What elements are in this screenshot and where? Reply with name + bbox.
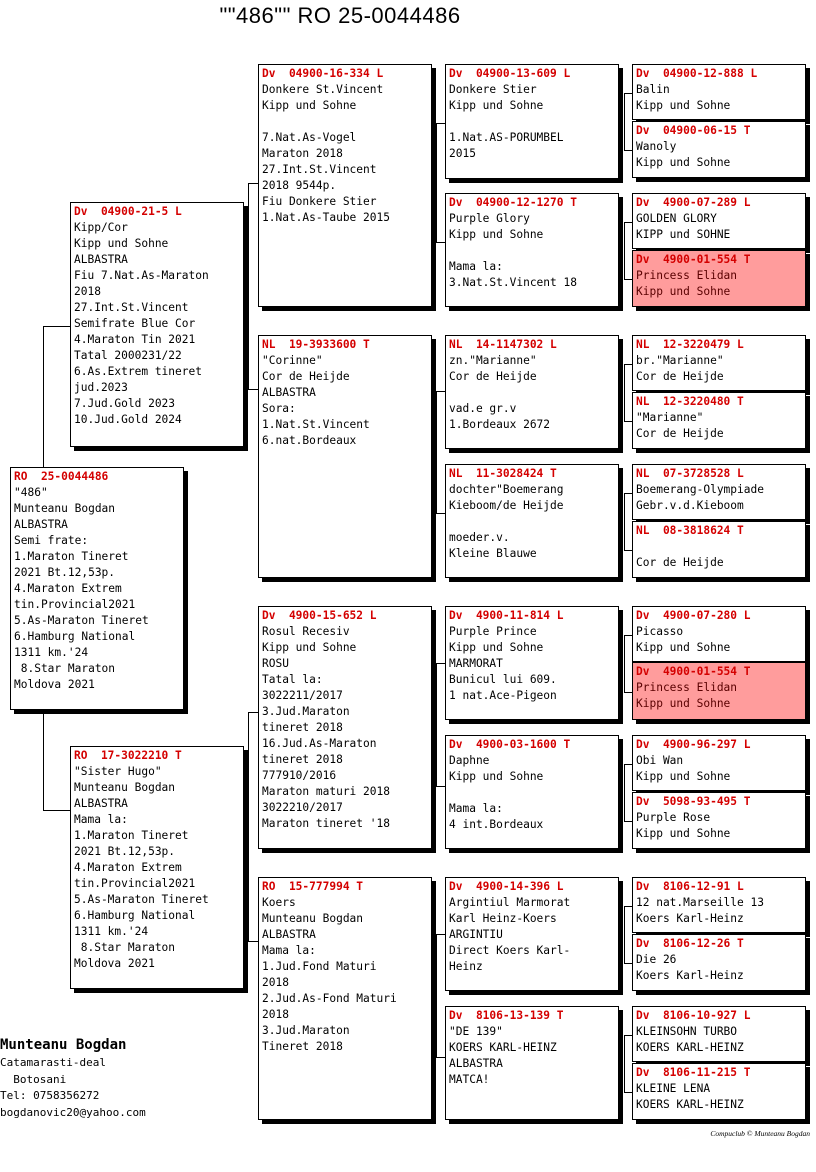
- pedigree-text-line: 3022210/2017: [262, 801, 343, 814]
- pedigree-text-line: Kieboom/de Heijde: [449, 499, 564, 512]
- pedigree-card-gen4-5: [632, 335, 806, 391]
- pedigree-text-line: Maraton maturi 2018: [262, 785, 390, 798]
- pedigree-text-line: 1.Bordeaux 2672: [449, 418, 551, 431]
- pedigree-text-line: Kipp und Sohne: [74, 237, 169, 250]
- pedigree-text-line: Obi Wan: [636, 754, 684, 767]
- connector-line: [43, 326, 44, 468]
- pedigree-text-line: KOERS KARL-HEINZ: [636, 1098, 744, 1111]
- connector-line: [624, 222, 625, 279]
- pedigree-card-sire-sire: [258, 64, 432, 307]
- pedigree-text-line: 1.Nat.As-Taube 2015: [262, 211, 390, 224]
- pedigree-text-line: Kipp und Sohne: [636, 99, 731, 112]
- connector-line: [248, 941, 258, 942]
- pedigree-text-line: "Marianne": [636, 411, 704, 424]
- pedigree-text-line: 6.nat.Bordeaux: [262, 434, 357, 447]
- ring-number: Dv 8106-12-91 L: [636, 880, 744, 893]
- ring-number: Dv 8106-10-927 L: [636, 1009, 751, 1022]
- connector-line: [436, 123, 437, 242]
- pedigree-text-line: Sora:: [262, 402, 296, 415]
- pedigree-card-ggp4: [445, 464, 619, 578]
- pedigree-text-line: Cor de Heijde: [636, 427, 724, 440]
- pedigree-text-line: 8.Star Maraton: [74, 941, 176, 954]
- pedigree-text-line: Mama la:: [262, 944, 316, 957]
- pedigree-text-line: 5.As-Maraton Tineret: [74, 893, 209, 906]
- pedigree-text-line: 2.Jud.As-Fond Maturi: [262, 992, 397, 1005]
- connector-line: [624, 692, 632, 693]
- pedigree-text-line: Fiu 7.Nat.As-Maraton: [74, 269, 209, 282]
- pedigree-text-line: Kipp/Cor: [74, 221, 128, 234]
- pedigree-text-line: [449, 243, 615, 259]
- connector-line: [624, 821, 632, 822]
- ring-number: NL 12-3220480 T: [636, 395, 744, 408]
- owner-address-line: Catamarasti-deal: [0, 1056, 106, 1069]
- pedigree-card-gen4-10: [632, 662, 806, 720]
- pedigree-card-gen4-8: [632, 521, 806, 578]
- pedigree-text-line: br."Marianne": [636, 354, 724, 367]
- pedigree-text-line: MATCA!: [449, 1073, 490, 1086]
- pedigree-text-line: 2021 Bt.12,53p.: [74, 845, 176, 858]
- pedigree-card-ggp2: [445, 193, 619, 307]
- pedigree-text-line: Cor de Heijde: [636, 370, 724, 383]
- connector-line: [248, 389, 258, 390]
- connector-line: [624, 1035, 632, 1036]
- pedigree-text-line: 3.Nat.St.Vincent 18: [449, 276, 577, 289]
- pedigree-card-dam: [70, 746, 244, 989]
- pedigree-text-line: KIPP und SOHNE: [636, 228, 731, 241]
- ring-number: Dv 8106-13-139 T: [449, 1009, 564, 1022]
- connector-line: [248, 183, 258, 184]
- ring-number: NL 19-3933600 T: [262, 338, 370, 351]
- connector-line: [248, 712, 258, 713]
- ring-number: Dv 5098-93-495 T: [636, 795, 751, 808]
- pedigree-text-line: 2015: [449, 147, 476, 160]
- ring-number: Dv 8106-12-26 T: [636, 937, 744, 950]
- pedigree-text-line: 1 nat.Ace-Pigeon: [449, 689, 557, 702]
- pedigree-text-line: Kipp und Sohne: [449, 770, 544, 783]
- pedigree-text-line: 12 nat.Marseille 13: [636, 896, 764, 909]
- pedigree-text-line: ALBASTRA: [14, 518, 68, 531]
- pedigree-card-gen4-6: [632, 392, 806, 449]
- pedigree-text-line: 4.Maraton Extrem: [14, 582, 122, 595]
- connector-line: [436, 123, 445, 124]
- pedigree-text-line: "DE 139": [449, 1025, 503, 1038]
- owner-email[interactable]: bogdanovic20@yahoo.com: [0, 1105, 146, 1119]
- pedigree-text-line: Donkere Stier: [449, 83, 537, 96]
- footer-credit: Compuclub © Munteanu Bogdan: [710, 1129, 810, 1138]
- pedigree-text-line: 16.Jud.As-Maraton: [262, 737, 377, 750]
- pedigree-text-line: Moldova 2021: [74, 957, 155, 970]
- pedigree-card-gen4-3: [632, 193, 806, 249]
- connector-line: [624, 364, 625, 421]
- ring-number: Dv 04900-12-1270 T: [449, 196, 577, 209]
- pedigree-text-line: ALBASTRA: [262, 386, 316, 399]
- connector-line: [436, 786, 445, 787]
- pedigree-text-line: MARMORAT: [449, 657, 503, 670]
- pedigree-text-line: tineret 2018: [262, 721, 343, 734]
- connector-line: [624, 1035, 625, 1092]
- pedigree-text-line: Boemerang-Olympiade: [636, 483, 764, 496]
- pedigree-text-line: 1311 km.'24: [74, 925, 149, 938]
- pedigree-text-line: 5.As-Maraton Tineret: [14, 614, 149, 627]
- pedigree-text-line: Cor de Heijde: [636, 556, 724, 569]
- connector-line: [436, 934, 437, 1057]
- pedigree-text-line: "Sister Hugo": [74, 765, 162, 778]
- pedigree-text-line: Mama la:: [449, 260, 503, 273]
- pedigree-text-line: zn."Marianne": [449, 354, 537, 367]
- pedigree-text-line: 27.Int.St.Vincent: [74, 301, 189, 314]
- pedigree-text-line: Koers Karl-Heinz: [636, 912, 744, 925]
- ring-number: Dv 04900-16-334 L: [262, 67, 384, 80]
- pedigree-text-line: 27.Int.St.Vincent: [262, 163, 377, 176]
- pedigree-text-line: 2021 Bt.12,53p.: [14, 566, 116, 579]
- pedigree-card-sire: [70, 202, 244, 447]
- pedigree-text-line: Tineret 2018: [262, 1040, 343, 1053]
- connector-line: [43, 710, 44, 810]
- connector-line: [436, 663, 437, 786]
- ring-number: Dv 4900-07-289 L: [636, 196, 751, 209]
- pedigree-text-line: Kipp und Sohne: [262, 641, 357, 654]
- connector-line: [624, 93, 632, 94]
- connector-line: [624, 764, 632, 765]
- ring-number: Dv 04900-13-609 L: [449, 67, 571, 80]
- pedigree-card-dam-sire: [258, 606, 432, 849]
- pedigree-text-line: "Corinne": [262, 354, 323, 367]
- pedigree-text-line: tin.Provincial2021: [14, 598, 136, 611]
- pedigree-text-line: Gebr.v.d.Kieboom: [636, 499, 744, 512]
- pedigree-text-line: Purple Glory: [449, 212, 530, 225]
- pedigree-card-gen4-16: [632, 1063, 806, 1120]
- pedigree-text-line: tin.Provincial2021: [74, 877, 196, 890]
- pedigree-text-line: Picasso: [636, 625, 684, 638]
- pedigree-text-line: jud.2023: [74, 381, 128, 394]
- connector-line: [624, 222, 632, 223]
- connector-line: [43, 326, 71, 327]
- owner-name: Munteanu Bogdan: [0, 1037, 127, 1053]
- pedigree-card-ggp6: [445, 735, 619, 849]
- ring-number: RO 15-777994 T: [262, 880, 364, 893]
- pedigree-text-line: 1.Maraton Tineret: [74, 829, 189, 842]
- pedigree-card-gen4-13: [632, 877, 806, 933]
- pedigree-text-line: 2018: [262, 1008, 289, 1021]
- pedigree-text-line: Cor de Heijde: [262, 370, 350, 383]
- pedigree-text-line: [449, 514, 615, 530]
- pedigree-text-line: vad.e gr.v: [449, 402, 517, 415]
- pedigree-card-gen4-2: [632, 121, 806, 178]
- pedigree-text-line: tineret 2018: [262, 753, 343, 766]
- pedigree-text-line: Donkere St.Vincent: [262, 83, 384, 96]
- pedigree-text-line: Princess Elidan: [636, 269, 738, 282]
- ring-number: NL 07-3728528 L: [636, 467, 744, 480]
- connector-line: [624, 93, 625, 150]
- pedigree-text-line: Die 26: [636, 953, 677, 966]
- pedigree-text-line: KOERS KARL-HEINZ: [636, 1041, 744, 1054]
- owner-contact-block: [0, 1035, 146, 1121]
- pedigree-text-line: Kipp und Sohne: [636, 697, 731, 710]
- pedigree-card-gen4-11: [632, 735, 806, 791]
- ring-number: NL 11-3028424 T: [449, 467, 557, 480]
- pedigree-text-line: Kipp und Sohne: [262, 99, 357, 112]
- pedigree-text-line: Semi frate:: [14, 534, 89, 547]
- pedigree-text-line: Moldova 2021: [14, 678, 95, 691]
- ring-number: Dv 04900-12-888 L: [636, 67, 758, 80]
- connector-line: [436, 934, 445, 935]
- pedigree-text-line: Koers: [262, 896, 296, 909]
- pedigree-card-gen4-12: [632, 792, 806, 849]
- pedigree-text-line: Bunicul lui 609.: [449, 673, 557, 686]
- pedigree-text-line: Balin: [636, 83, 670, 96]
- pedigree-text-line: Kipp und Sohne: [636, 770, 731, 783]
- pedigree-card-gen4-15: [632, 1006, 806, 1062]
- pedigree-text-line: 1.Nat.AS-PORUMBEL: [449, 131, 564, 144]
- pedigree-text-line: [636, 539, 802, 555]
- pedigree-text-line: Kipp und Sohne: [449, 99, 544, 112]
- connector-line: [436, 391, 437, 513]
- pedigree-text-line: KLEINSOHN TURBO: [636, 1025, 738, 1038]
- pedigree-card-gen4-7: [632, 464, 806, 520]
- connector-line: [624, 550, 632, 551]
- pedigree-text-line: 2018: [262, 976, 289, 989]
- pedigree-text-line: 6.Hamburg National: [14, 630, 136, 643]
- pedigree-text-line: Semifrate Blue Cor: [74, 317, 196, 330]
- pedigree-card-ggp8: [445, 1006, 619, 1120]
- connector-line: [624, 1092, 632, 1093]
- pedigree-text-line: [449, 385, 615, 401]
- pedigree-text-line: 6.Hamburg National: [74, 909, 196, 922]
- pedigree-text-line: ALBASTRA: [74, 253, 128, 266]
- connector-line: [436, 663, 445, 664]
- pedigree-text-line: 10.Jud.Gold 2024: [74, 413, 182, 426]
- pedigree-card-ggp1: [445, 64, 619, 179]
- pedigree-text-line: Mama la:: [74, 813, 128, 826]
- pedigree-text-line: 777910/2016: [262, 769, 337, 782]
- pedigree-text-line: 4.Maraton Tin 2021: [74, 333, 196, 346]
- ring-number: RO 25-0044486: [14, 470, 109, 483]
- pedigree-text-line: 3.Jud.Maraton: [262, 1024, 350, 1037]
- ring-number: Dv 8106-11-215 T: [636, 1066, 751, 1079]
- pedigree-text-line: Maraton 2018: [262, 147, 343, 160]
- pedigree-text-line: Munteanu Bogdan: [14, 502, 116, 515]
- pedigree-text-line: Heinz: [449, 960, 483, 973]
- pedigree-text-line: Tatal la:: [262, 673, 323, 686]
- connector-line: [624, 279, 632, 280]
- pedigree-text-line: 4 int.Bordeaux: [449, 818, 544, 831]
- pedigree-text-line: Wanoly: [636, 140, 677, 153]
- connector-line: [624, 963, 632, 964]
- pedigree-text-line: Munteanu Bogdan: [74, 781, 176, 794]
- pedigree-text-line: [449, 114, 615, 130]
- pedigree-text-line: 8.Star Maraton: [14, 662, 116, 675]
- pedigree-text-line: Karl Heinz-Koers: [449, 912, 557, 925]
- pedigree-text-line: 1311 km.'24: [14, 646, 89, 659]
- pedigree-text-line: Princess Elidan: [636, 681, 738, 694]
- ring-number: NL 12-3220479 L: [636, 338, 744, 351]
- connector-line: [43, 810, 71, 811]
- owner-address-line: Botosani: [0, 1072, 67, 1086]
- pedigree-text-line: Kipp und Sohne: [636, 641, 731, 654]
- pedigree-card-dam-dam: [258, 877, 432, 1120]
- pedigree-text-line: 7.Nat.As-Vogel: [262, 131, 357, 144]
- owner-phone: Tel: 0758356272: [0, 1089, 100, 1102]
- ring-number: Dv 4900-01-554 T: [636, 253, 751, 266]
- ring-number: Dv 4900-14-396 L: [449, 880, 564, 893]
- pedigree-card-gen4-14: [632, 934, 806, 991]
- pedigree-text-line: 6.As.Extrem tineret: [74, 365, 202, 378]
- pedigree-text-line: Kipp und Sohne: [449, 228, 544, 241]
- pedigree-text-line: Rosul Recesiv: [262, 625, 350, 638]
- ring-number: Dv 4900-07-280 L: [636, 609, 751, 622]
- pedigree-card-gen4-4: [632, 250, 806, 307]
- ring-number: NL 08-3818624 T: [636, 524, 744, 537]
- pedigree-text-line: Kipp und Sohne: [636, 156, 731, 169]
- connector-line: [624, 635, 632, 636]
- connector-line: [436, 391, 445, 392]
- pedigree-text-line: KLEINE LENA: [636, 1082, 711, 1095]
- ring-number: Dv 4900-03-1600 T: [449, 738, 571, 751]
- pedigree-card-gen4-1: [632, 64, 806, 120]
- pedigree-card-gen4-9: [632, 606, 806, 662]
- pedigree-text-line: [262, 114, 428, 130]
- pedigree-text-line: Koers Karl-Heinz: [636, 969, 744, 982]
- pedigree-text-line: ALBASTRA: [449, 1057, 503, 1070]
- pedigree-text-line: Munteanu Bogdan: [262, 912, 364, 925]
- page-title: ""486"" RO 25-0044486: [219, 3, 461, 28]
- pedigree-text-line: Fiu Donkere Stier: [262, 195, 377, 208]
- pedigree-text-line: [449, 785, 615, 801]
- pedigree-text-line: 3.Jud.Maraton: [262, 705, 350, 718]
- ring-number: Dv 04900-06-15 T: [636, 124, 751, 137]
- pedigree-text-line: ARGINTIU: [449, 928, 503, 941]
- pedigree-text-line: 2018 9544p.: [262, 179, 337, 192]
- connector-line: [624, 150, 632, 151]
- connector-line: [624, 906, 625, 963]
- pedigree-text-line: Cor de Heijde: [449, 370, 537, 383]
- pedigree-text-line: 3022211/2017: [262, 689, 343, 702]
- pedigree-text-line: Kipp und Sohne: [449, 641, 544, 654]
- ring-number: NL 14-1147302 L: [449, 338, 557, 351]
- pedigree-card-ggp5: [445, 606, 619, 720]
- ring-number: Dv 04900-21-5 L: [74, 205, 182, 218]
- pedigree-text-line: "486": [14, 486, 48, 499]
- ring-number: Dv 4900-11-814 L: [449, 609, 564, 622]
- pedigree-text-line: Argintiul Marmorat: [449, 896, 571, 909]
- pedigree-text-line: Daphne: [449, 754, 490, 767]
- pedigree-text-line: moeder.v.: [449, 531, 510, 544]
- pedigree-text-line: Kipp und Sohne: [636, 827, 731, 840]
- pedigree-text-line: Maraton tineret '18: [262, 817, 390, 830]
- connector-line: [624, 421, 632, 422]
- pedigree-text-line: 4.Maraton Extrem: [74, 861, 182, 874]
- pedigree-text-line: 1.Maraton Tineret: [14, 550, 129, 563]
- pedigree-card-subject: [10, 467, 184, 710]
- pedigree-card-ggp7: [445, 877, 619, 991]
- pedigree-text-line: ALBASTRA: [262, 928, 316, 941]
- connector-line: [624, 764, 625, 821]
- ring-number: Dv 4900-01-554 T: [636, 665, 751, 678]
- pedigree-text-line: 1.Jud.Fond Maturi: [262, 960, 377, 973]
- pedigree-card-sire-dam: [258, 335, 432, 578]
- connector-line: [624, 906, 632, 907]
- connector-line: [436, 513, 445, 514]
- pedigree-text-line: 7.Jud.Gold 2023: [74, 397, 176, 410]
- ring-number: Dv 4900-15-652 L: [262, 609, 377, 622]
- pedigree-text-line: Mama la:: [449, 802, 503, 815]
- pedigree-text-line: 2018: [74, 285, 101, 298]
- pedigree-text-line: Direct Koers Karl-: [449, 944, 571, 957]
- ring-number: Dv 4900-96-297 L: [636, 738, 751, 751]
- connector-line: [624, 493, 625, 550]
- pedigree-text-line: ROSU: [262, 657, 289, 670]
- pedigree-text-line: Kleine Blauwe: [449, 547, 537, 560]
- connector-line: [624, 635, 625, 692]
- connector-line: [624, 364, 632, 365]
- pedigree-text-line: Kipp und Sohne: [636, 285, 731, 298]
- pedigree-text-line: ALBASTRA: [74, 797, 128, 810]
- connector-line: [248, 712, 249, 941]
- pedigree-text-line: GOLDEN GLORY: [636, 212, 717, 225]
- connector-line: [436, 242, 445, 243]
- pedigree-text-line: dochter"Boemerang: [449, 483, 564, 496]
- connector-line: [248, 183, 249, 389]
- pedigree-text-line: 1.Nat.St.Vincent: [262, 418, 370, 431]
- pedigree-text-line: Purple Prince: [449, 625, 537, 638]
- pedigree-text-line: Tatal 2000231/22: [74, 349, 182, 362]
- connector-line: [624, 493, 632, 494]
- pedigree-text-line: KOERS KARL-HEINZ: [449, 1041, 557, 1054]
- ring-number: RO 17-3022210 T: [74, 749, 182, 762]
- pedigree-text-line: Purple Rose: [636, 811, 711, 824]
- pedigree-card-ggp3: [445, 335, 619, 449]
- connector-line: [436, 1057, 445, 1058]
